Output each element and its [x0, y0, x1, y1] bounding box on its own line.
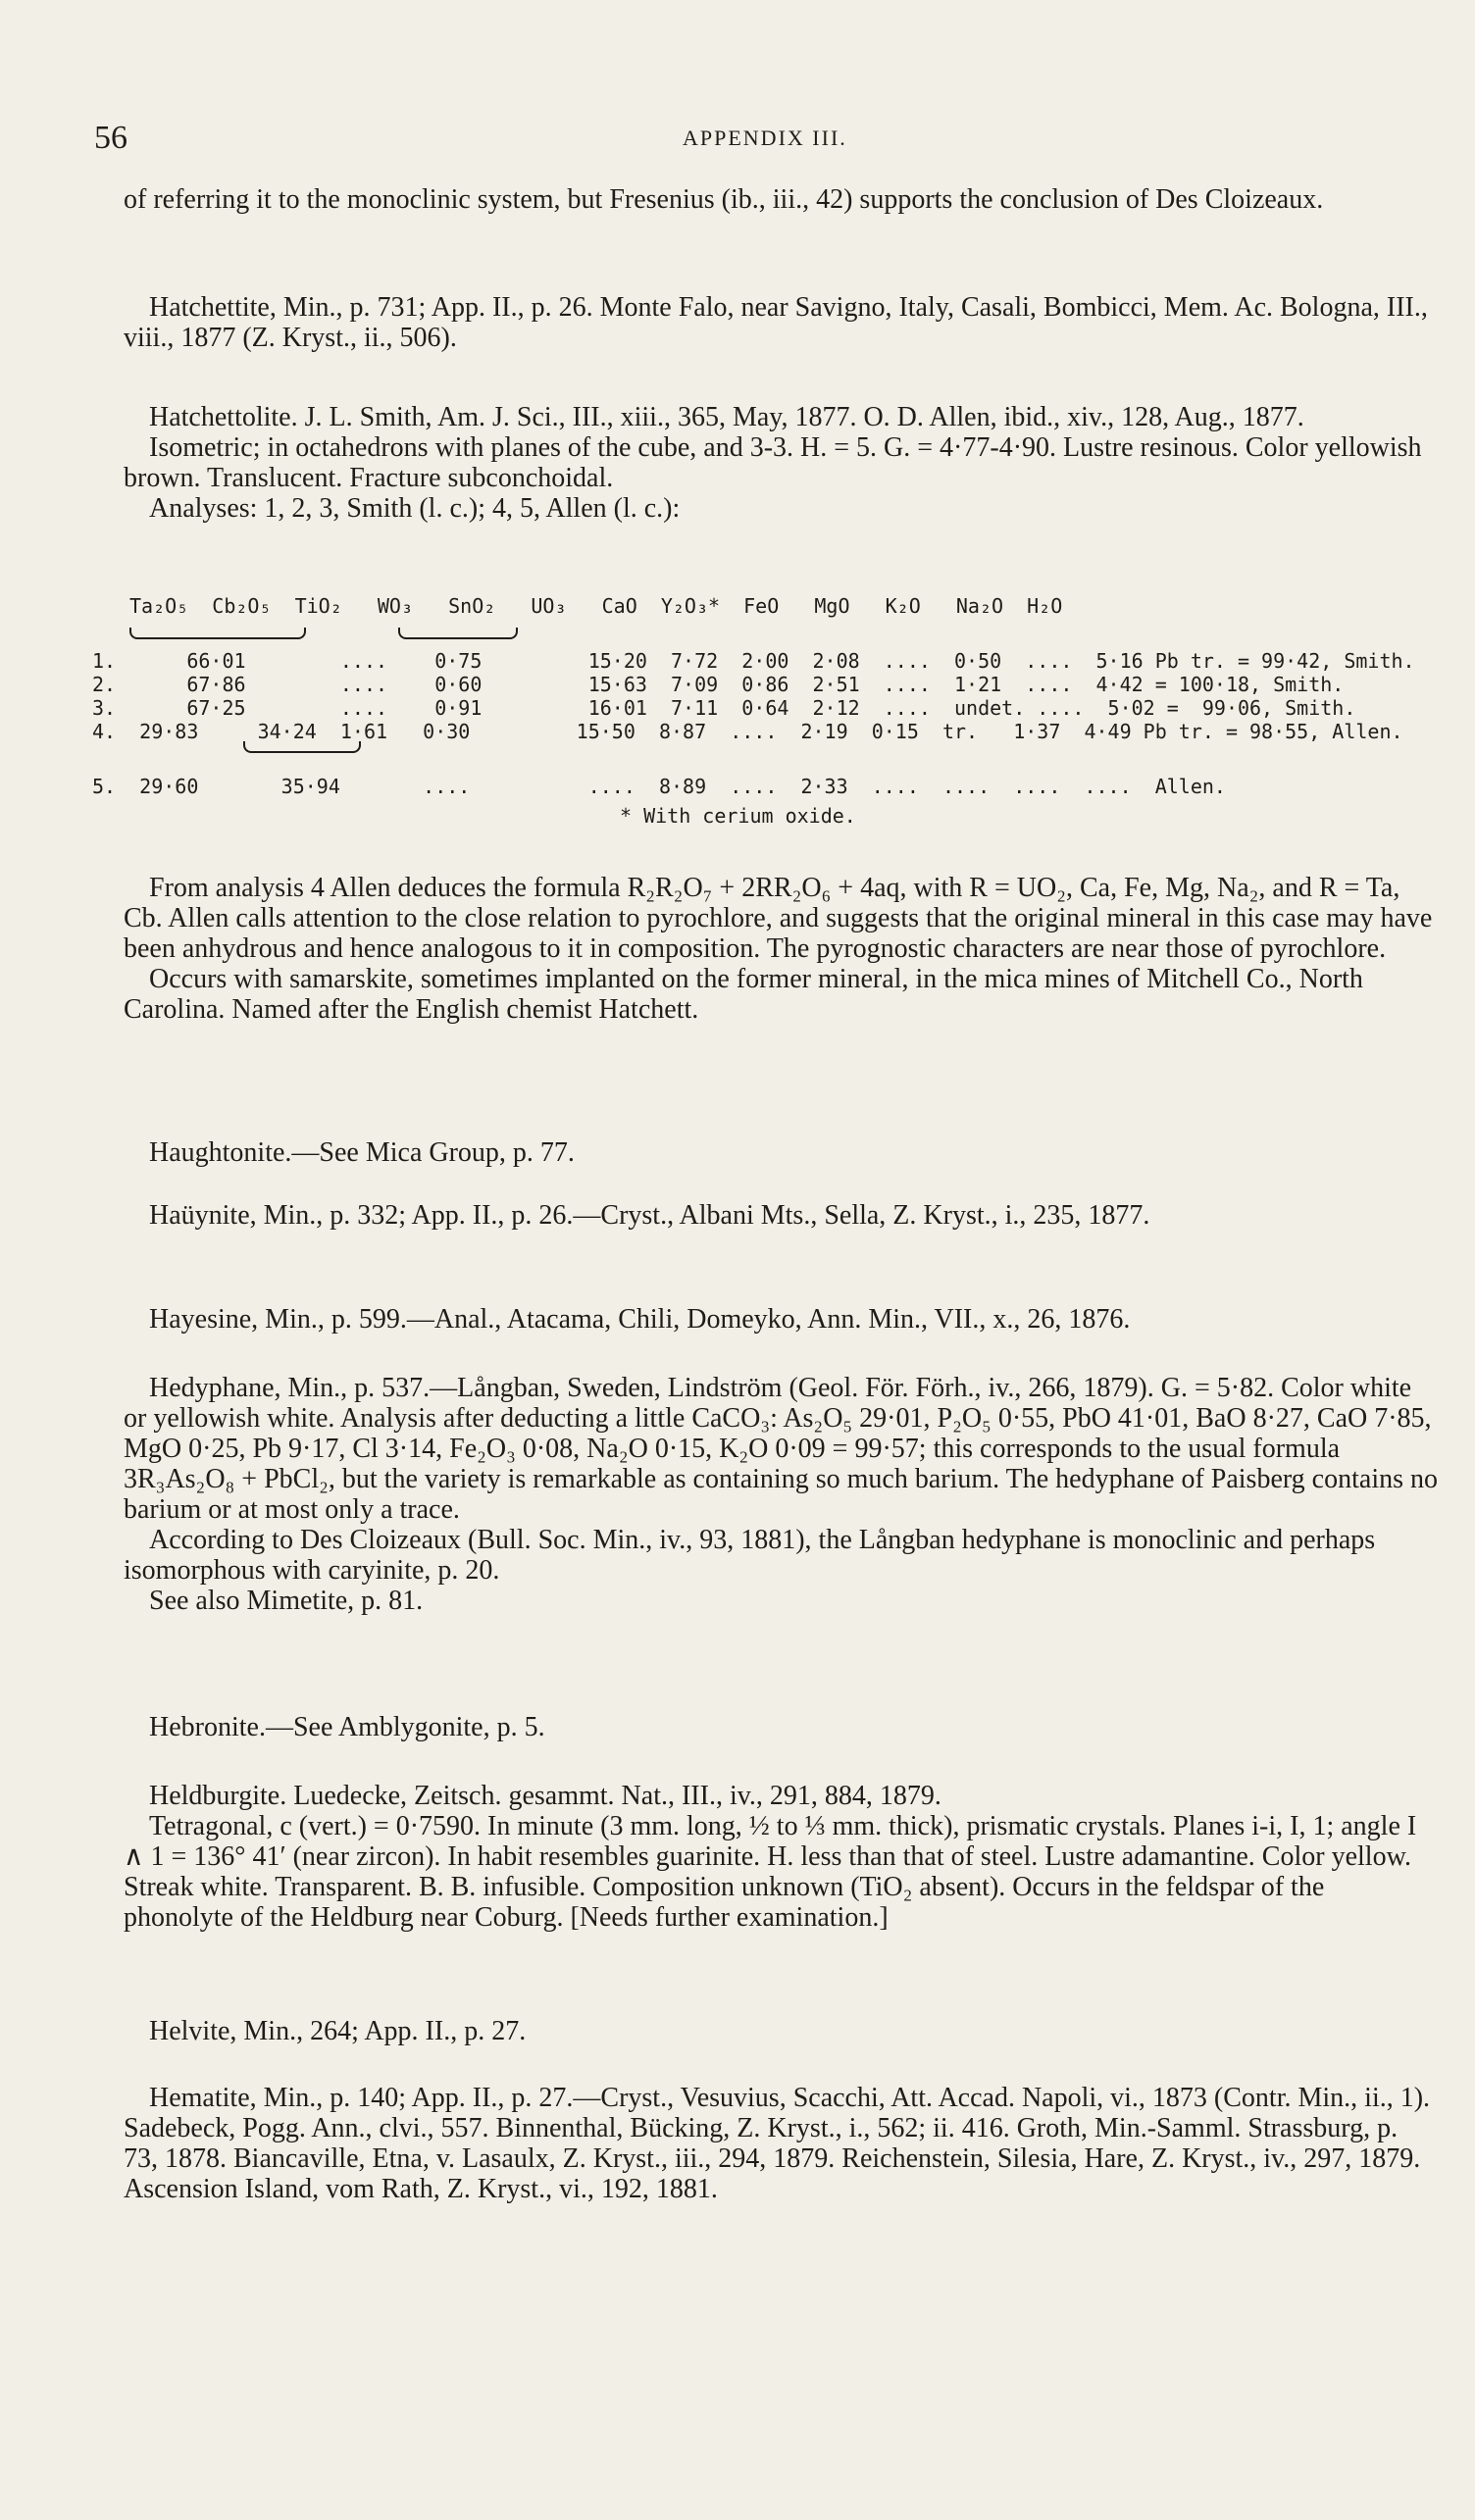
entry-formula — [124, 873, 1438, 1025]
paragraph-text: Hayesine, Min., p. 599.—Anal., Atacama, Chili, Domeyko, Ann. Min., VII., x., 26, 1876. — [149, 1304, 1131, 1335]
header-brace — [129, 628, 306, 639]
header-brace — [398, 628, 518, 639]
table-row: 2. 67·86 .... 0·60 15·63 7·09 0·86 2·51 .... 1·21 .... 4·42 = 100·18, Smith. — [92, 673, 1345, 696]
table-row: 3. 67·25 .... 0·91 16·01 7·11 0·64 2·12 .... undet. .... 5·02 = 99·06, Smith. — [92, 696, 1356, 720]
entry-helvite — [124, 2016, 1438, 2046]
paragraph-text: Haughtonite.—See Mica Group, p. 77. — [149, 1137, 575, 1168]
entry-hatchettolite — [124, 402, 1438, 524]
paragraph-text: Haüynite, Min., p. 332; App. II., p. 26.—Cryst., Albani Mts., Sella, Z. Kryst., i., 235, 1877. — [149, 1200, 1150, 1231]
page-number: 56 — [94, 120, 127, 156]
paragraph-text: Hebronite.—See Amblygonite, p. 5. — [149, 1712, 545, 1742]
analysis-table — [86, 594, 1459, 839]
running-head: APPENDIX III. — [683, 126, 847, 150]
paragraph-text: Tetragonal, c (vert.) = 0·7590. In minute (3 mm. long, ½ to ⅓ mm. thick), prismatic crystals. Planes i-i, I, 1; angle I ∧ 1 = 136° 41′ (near zircon). In habit resembles guarinite. H. less than that of steel. Lustre adamantine. Color yellow. Streak white. Transparent. B. B. infusible. Composition unknown (TiO₂ absent). Occurs in the feldspar of the phonolyte of the Heldburg near Coburg. [Needs further examination.] — [124, 1811, 1417, 1933]
paragraph-text: Occurs with samarskite, sometimes implanted on the former mineral, in the mica mines of Mitchell Co., North Carolina. Named after the English chemist Hatchett. — [124, 964, 1363, 1025]
paragraph-text: Hatchettolite. J. L. Smith, Am. J. Sci., III., xiii., 365, May, 1877. O. D. Allen, ibid., xiv., 128, Aug., 1877. — [149, 402, 1304, 432]
entry-hebronite — [124, 1712, 1438, 1742]
paragraph-text: See also Mimetite, p. 81. — [149, 1586, 424, 1616]
page-header — [94, 120, 1381, 159]
entry-hatchettite — [124, 292, 1438, 353]
paragraph-text: Analyses: 1, 2, 3, Smith (l. c.); 4, 5, Allen (l. c.): — [149, 493, 681, 524]
row-brace — [243, 741, 361, 753]
table-row: 4. 29·83 34·24 1·61 0·30 15·50 8·87 .... 2·19 0·15 tr. 1·37 4·49 Pb tr. = 98·55, Allen. — [92, 720, 1403, 743]
table-row: 1. 66·01 .... 0·75 15·20 7·72 2·00 2·08 .... 0·50 .... 5·16 Pb tr. = 99·42, Smith. — [92, 649, 1415, 673]
paragraph-text: Hedyphane, Min., p. 537.—Långban, Sweden, Lindström (Geol. För. Förh., iv., 266, 1879). G. = 5·82. Color white or yellowish white. Analysis after deducting a little CaCO₃: As₂O₅ 29·01, P₂O₅ 0·55, PbO 41·01, BaO 8·27, CaO 7·85, MgO 0·25, Pb 9·17, Cl 3·14, Fe₂O₃ 0·08, Na₂O 0·15, K₂O 0·09 = 99·57; this corresponds to the usual formula 3R₃As₂O₈ + PbCl₂, but the variety is remarkable as containing so much barium. The hedyphane of Paisberg contains no barium or at most only a trace. — [124, 1373, 1438, 1525]
paragraph-text: Helvite, Min., 264; App. II., p. 27. — [149, 2016, 527, 2046]
table-footnote: * With cerium oxide. — [620, 804, 856, 828]
entry-hayesine — [124, 1304, 1438, 1335]
entry-hauynite — [124, 1200, 1438, 1231]
paragraph-text: Heldburgite. Luedecke, Zeitsch. gesammt. Nat., III., iv., 291, 884, 1879. — [149, 1781, 941, 1811]
paragraph-text: Isometric; in octahedrons with planes of the cube, and 3-3. H. = 5. G. = 4·77-4·90. Lustre resinous. Color yellowish brown. Translucent. Fracture subconchoidal. — [124, 432, 1422, 493]
table-header: Ta₂O₅ Cb₂O₅ TiO₂ WO₃ SnO₂ UO₃ CaO Y₂O₃* FeO MgO K₂O Na₂O H₂O — [129, 594, 1063, 618]
paragraph-text: of referring it to the monoclinic system, but Fresenius (ib., iii., 42) supports the conclusion of Des Cloizeaux. — [124, 184, 1324, 215]
entry-haughtonite — [124, 1137, 1438, 1168]
paragraph-continuation — [124, 184, 1438, 215]
paragraph-text: Hematite, Min., p. 140; App. II., p. 27.—Cryst., Vesuvius, Scacchi, Att. Accad. Napoli, vi., 1873 (Contr. Min., ii., 1). Sadebeck, Pogg. Ann., clvi., 557. Binnenthal, Bücking, Z. Kryst., i., 562; ii. 416. Groth, Min.-Samml. Strassburg, p. 73, 1878. Biancaville, Etna, v. Lasaulx, Z. Kryst., iii., 294, 1879. Reichenstein, Silesia, Hare, Z. Kryst., iv., 297, 1879. Ascension Island, vom Rath, Z. Kryst., vi., 192, 1881. — [124, 2083, 1431, 2204]
entry-hedyphane — [124, 1373, 1438, 1616]
paragraph-text: From analysis 4 Allen deduces the formula R₂R₂O₇ + 2RR₂O₆ + 4aq, with R = UO₂, Ca, Fe, Mg, Na₂, and R = Ta, Cb. Allen calls attention to the close relation to pyrochlore, and suggests that the original mineral in this case may have been anhydrous and hence analogous to it in composition. The pyrognostic characters are near those of pyrochlore. — [124, 873, 1433, 964]
paragraph-text: Hatchettite, Min., p. 731; App. II., p. 26. Monte Falo, near Savigno, Italy, Casali, Bombicci, Mem. Ac. Bologna, III., viii., 1877 (Z. Kryst., ii., 506). — [124, 292, 1428, 353]
table-row: 5. 29·60 35·94 .... .... 8·89 .... 2·33 .... .... .... .... Allen. — [92, 775, 1226, 798]
entry-hematite — [124, 2083, 1438, 2204]
entry-heldburgite — [124, 1781, 1438, 1933]
paragraph-text: According to Des Cloizeaux (Bull. Soc. Min., iv., 93, 1881), the Långban hedyphane is monoclinic and perhaps isomorphous with caryinite, p. 20. — [124, 1525, 1376, 1586]
